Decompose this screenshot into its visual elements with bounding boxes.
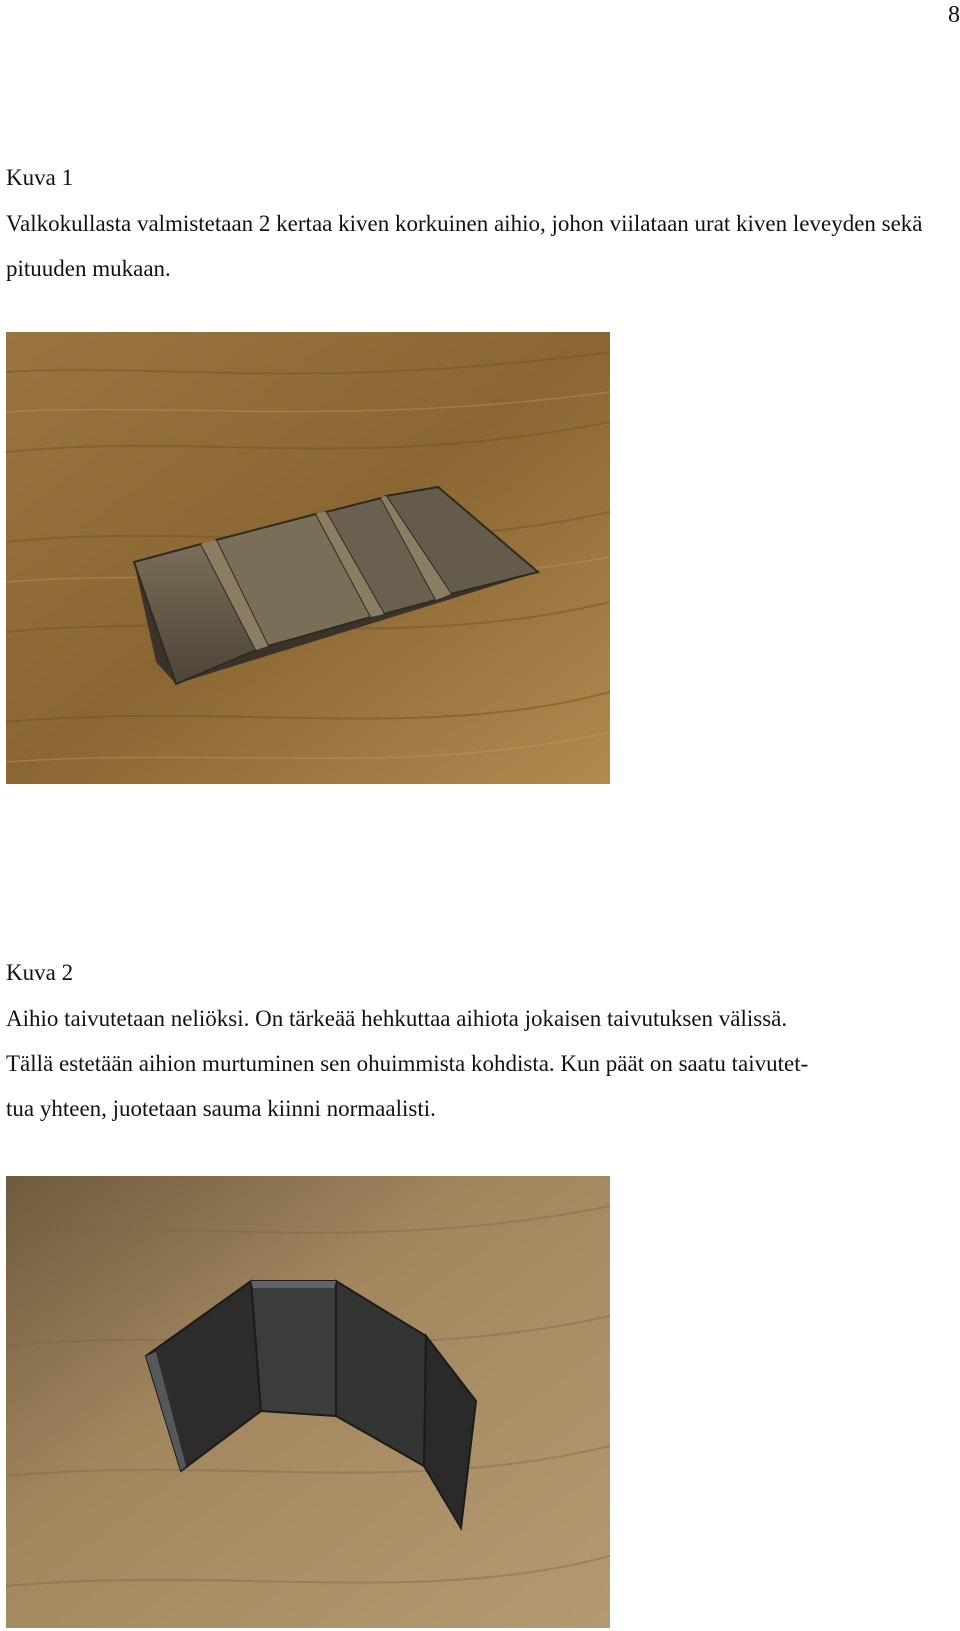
text-line: Aihio taivutetaan neliöksi. On tärkeää hehkuttaa aihiota jokaisen taivutuksen välissä. [6, 1006, 788, 1031]
text-line: tua yhteen, juotetaan sauma kiinni normaalisti. [6, 1096, 436, 1121]
figure-2-caption: Kuva 2 [6, 960, 74, 985]
photo-grooved-blank [6, 332, 610, 784]
figure-1-description: Valkokullasta valmistetaan 2 kertaa kiven korkuinen aihio, johon viilataan urat kiven leveyden sekä pituuden mukaan. [6, 211, 923, 281]
text-line: Tällä estetään aihion murtuminen sen ohuimmista kohdista. Kun päät on saatu taivutet- [6, 1051, 809, 1076]
figure-2-description [6, 996, 956, 1131]
page-number: 8 [948, 2, 960, 28]
figure-1-caption: Kuva 1 [6, 165, 74, 190]
photo-bent-blank [6, 1176, 610, 1628]
